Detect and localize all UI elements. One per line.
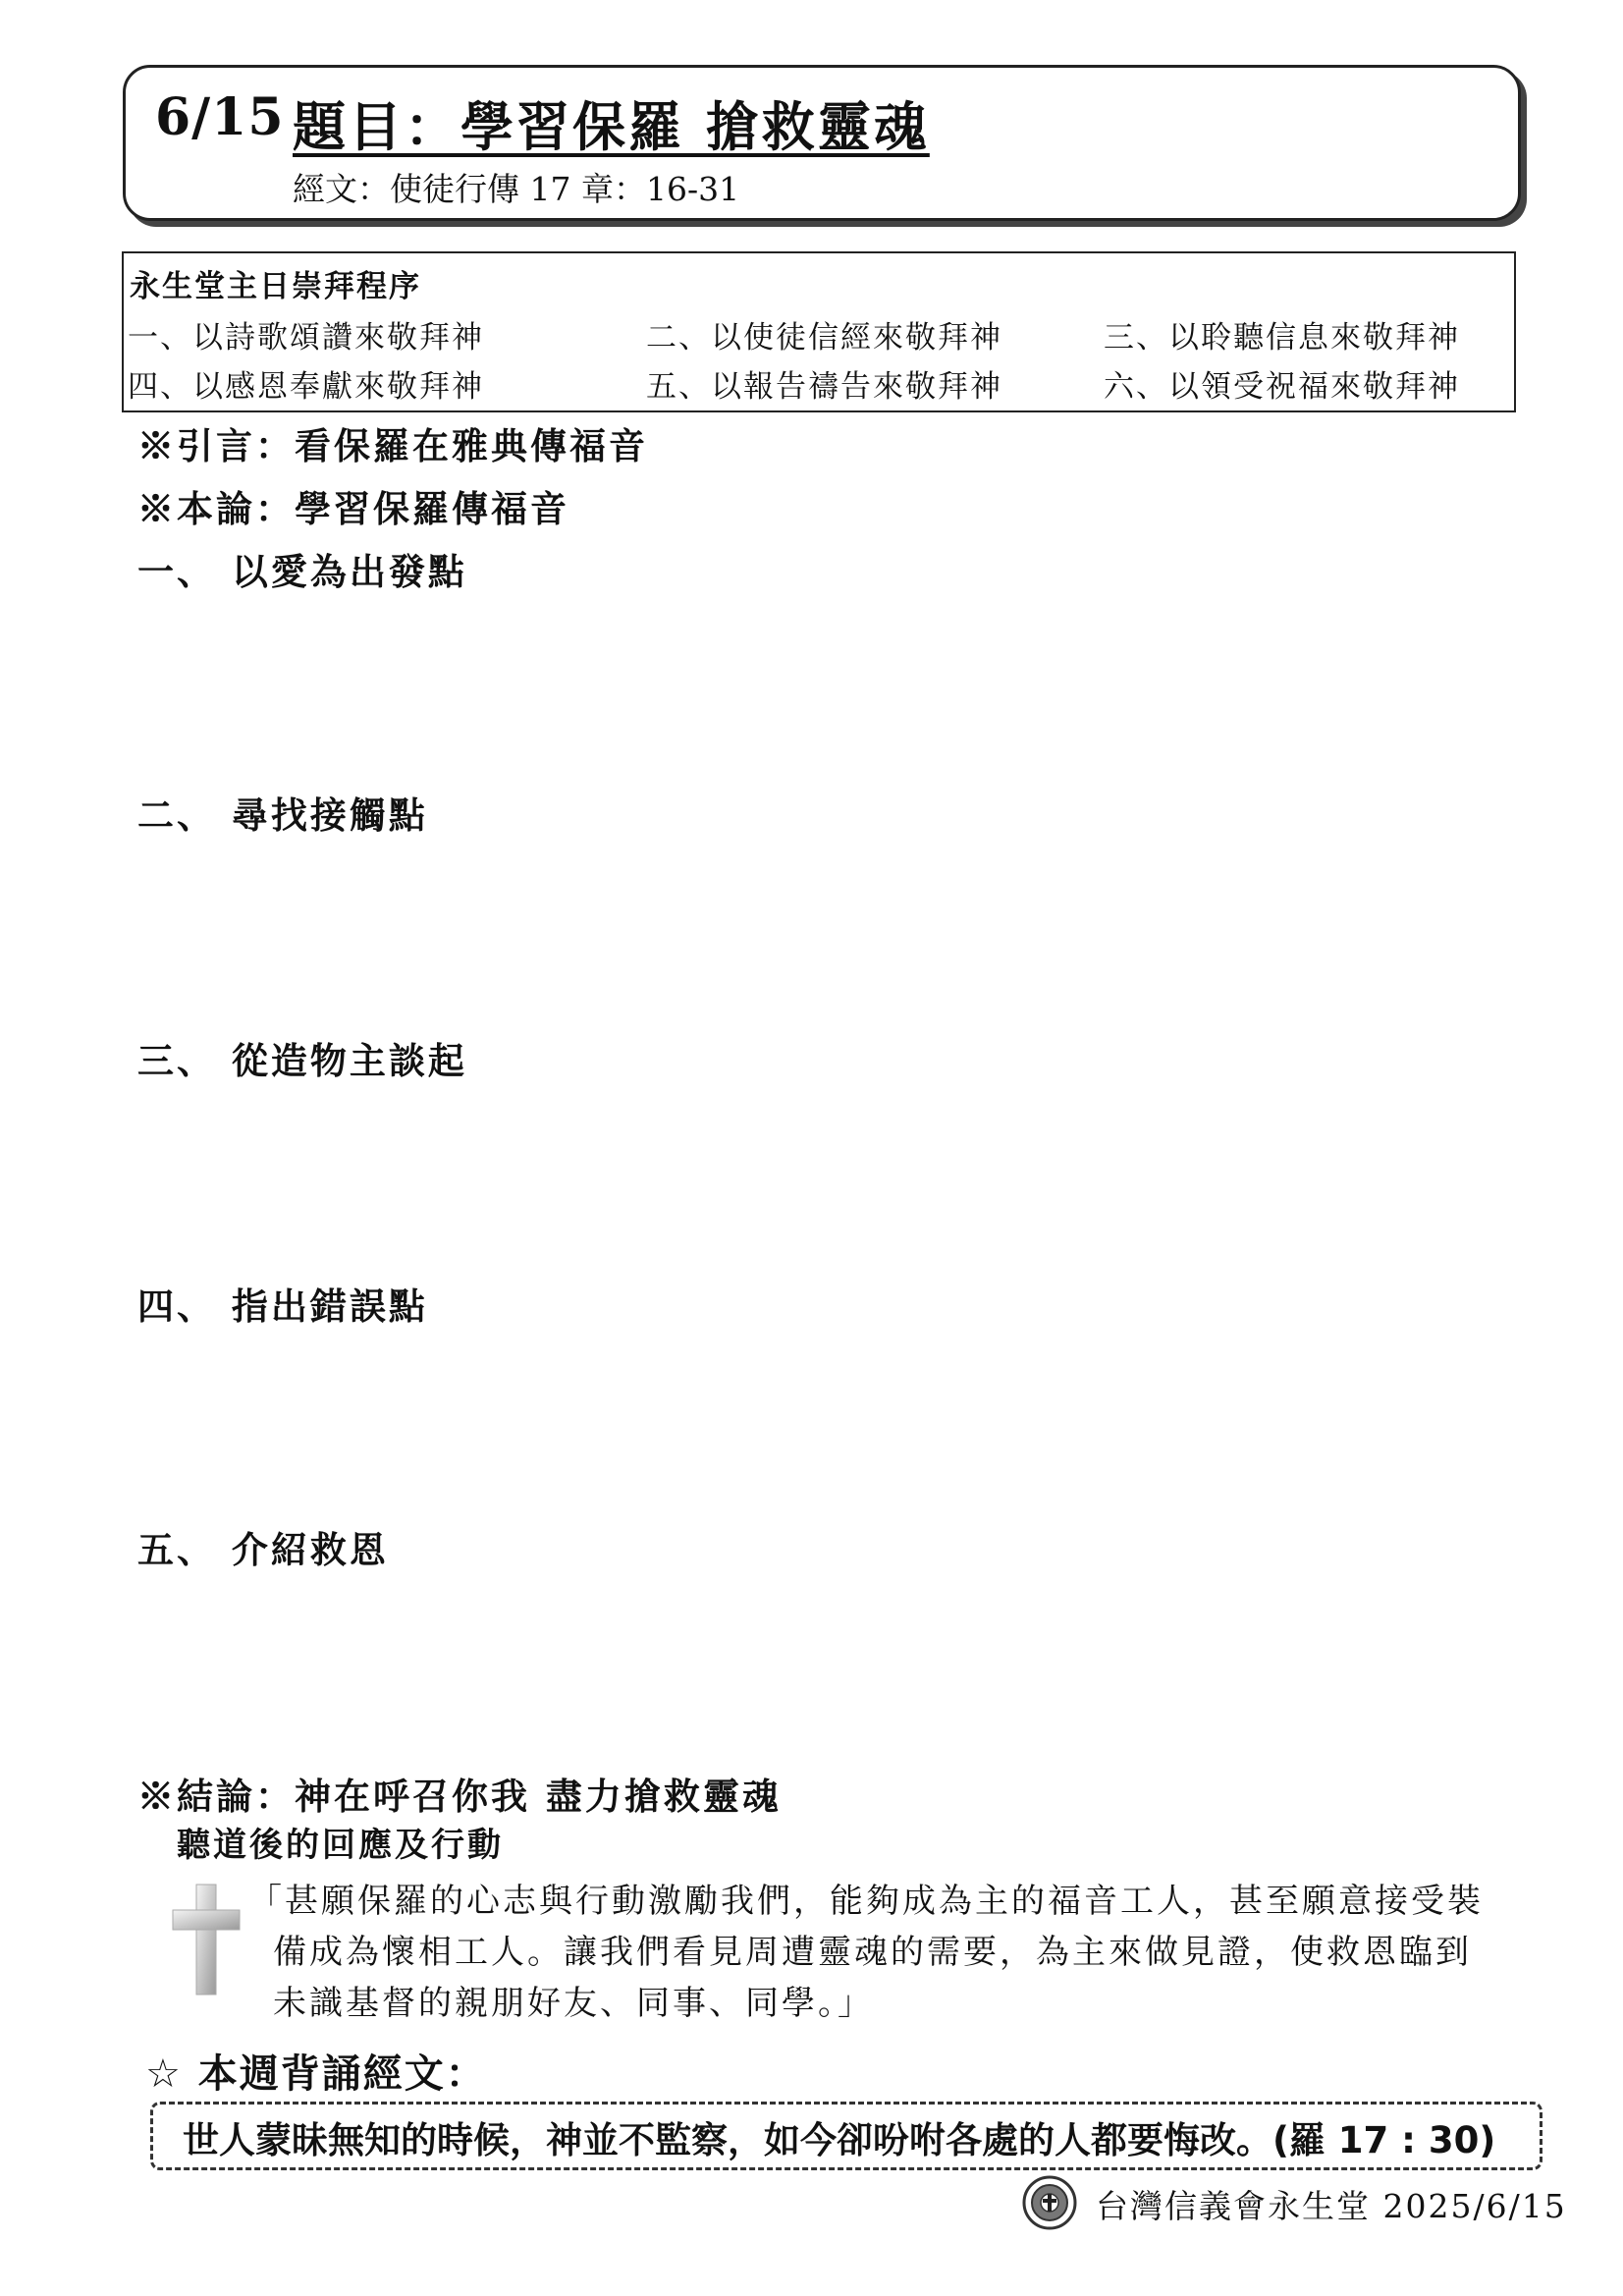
order-item: 四、以感恩奉獻來敬拜神 — [128, 369, 484, 405]
memory-verse-text: 世人蒙昧無知的時候，神並不監察，如今卻吩咐各處的人都要悔改。(羅 17 : 30) — [183, 2119, 1496, 2161]
order-of-service-title: 永生堂主日崇拜程序 — [130, 269, 421, 304]
outline-point: 五、 介紹救恩 — [137, 1528, 389, 1571]
response-line: 「甚願保羅的心志與行動激勵我們，能夠成為主的福音工人，甚至願意接受裝 — [248, 1882, 1484, 1921]
outline-point: 二、 尋找接觸點 — [137, 793, 428, 837]
church-seal-icon — [1021, 2174, 1078, 2231]
outline-point: 一、 以愛為出發點 — [137, 550, 467, 593]
order-item: 六、以領受祝福來敬拜神 — [1104, 369, 1460, 405]
order-item: 一、以詩歌頌讚來敬拜神 — [128, 320, 484, 355]
intro-heading: ※引言：看保羅在雅典傳福音 — [137, 424, 648, 467]
order-item: 五、以報告禱告來敬拜神 — [646, 369, 1002, 405]
outline-point: 四、 指出錯誤點 — [137, 1285, 428, 1328]
cross-icon — [167, 1881, 245, 1998]
outline-point: 三、 從造物主談起 — [137, 1039, 467, 1082]
memory-verse-box — [150, 2102, 1542, 2170]
order-item: 三、以聆聽信息來敬拜神 — [1104, 320, 1460, 355]
sermon-title: 題目：學習保羅 搶救靈魂 — [293, 95, 930, 158]
response-heading: 聽道後的回應及行動 — [177, 1826, 504, 1865]
order-of-service-box — [122, 251, 1516, 412]
response-line: 備成為懷相工人。讓我們看見周遭靈魂的需要，為主來做見證，使救恩臨到 — [273, 1933, 1472, 1972]
sermon-date: 6/15 — [155, 87, 285, 147]
memory-verse-heading: ☆ 本週背誦經文： — [145, 2051, 487, 2097]
conclusion-heading: ※結論：神在呼召你我 盡力搶救靈魂 — [137, 1775, 782, 1818]
response-line: 未識基督的親朋好友、同事、同學。」 — [273, 1984, 874, 2023]
footer-church-name-date: 台灣信義會永生堂 2025/6/15 — [1096, 2187, 1567, 2225]
scripture-reference: 經文：使徒行傳 17 章：16-31 — [293, 170, 740, 208]
order-item: 二、以使徒信經來敬拜神 — [646, 320, 1002, 355]
body-heading: ※本論：學習保羅傳福音 — [137, 487, 569, 530]
title-box — [123, 65, 1521, 221]
